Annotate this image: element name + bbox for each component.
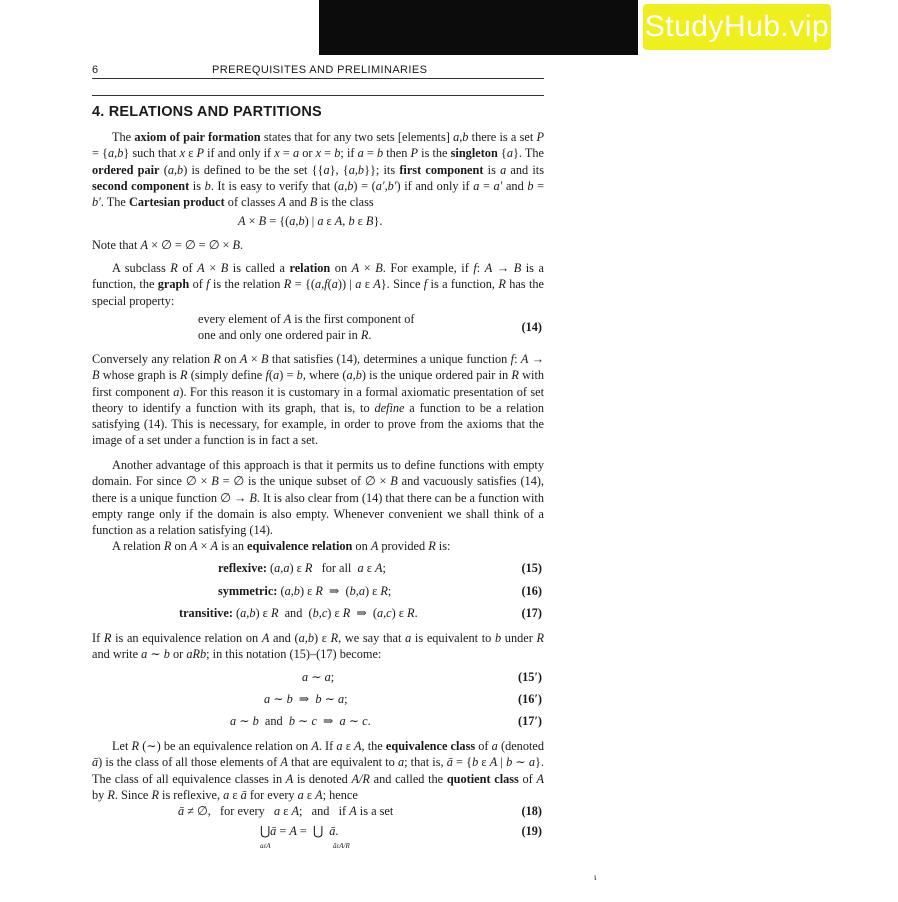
note-empty-product: Note that A × ∅ = ∅ = ∅ × B. — [92, 238, 244, 252]
equation-cartesian-product: A × B = {(a,b) | a ε A, b ε B}. — [238, 214, 383, 228]
equation-15: reflexive: (a,a) ε R for all a ε A; (15) — [218, 561, 542, 575]
paragraph-equivalence-relation: A relation R on A × A is an equivalence relation on A provided R is: — [112, 539, 451, 553]
paragraph-pair-formation: The axiom of pair formation states that for any two sets [elements] a,b there is a set P = {a,b} such that x ε P if and only if x = a or x = b; if a = b then P is the singleton {a}. The ordered pair (a,b) is defined to be the set {{a}, {a,b}}; its first component is a and its second component is b. It is easy to verify that (a,b) = (a′,b′) if and only if a = a′ and b = b′. The Cartesian product of classes A and B is the class — [92, 130, 545, 210]
studyhub-logo[interactable]: StudyHub.vip — [643, 4, 831, 50]
header-divider — [92, 95, 544, 96]
union-subscript-quotient: āεA/R — [333, 842, 350, 850]
banner-bullets — [847, 8, 898, 120]
section-title: 4. RELATIONS AND PARTITIONS — [92, 104, 322, 120]
paragraph-conversely: Conversely any relation R on A × B that satisfies (14), determines a unique function f: A → B whose graph is R (simply define f(a) = b, where (a,b) is the unique ordered pair in R with first component a). For this reason it is customary in a formal axiomatic presentation of set theory to identify a function with its graph, that is, to define a function to be a relation satisfying (14). This is necessary, for example, in order to prove from the axioms that the image of a set under a function is in fact a set. — [92, 352, 545, 448]
page-header — [92, 63, 544, 79]
equation-15-prime: a ∼ a; (15′) — [302, 670, 542, 684]
paragraph-empty-domain: Another advantage of this approach is that it permits us to define functions with empty domain. For since ∅ × B = ∅ is the unique subset of ∅ × B and vacuously satisfies (14), there is a unique function ∅ → B. It is also clear from (14) that there can be a function with empty range only if the domain is also empty. Whenever convenient we shall think of a function as a relation satisfying (14). — [92, 458, 545, 538]
equation-16: symmetric: (a,b) ε R ⇒ (b,a) ε R; (16) — [218, 584, 542, 598]
union-subscript-a: aεA — [260, 842, 271, 850]
running-head: PREREQUISITES AND PRELIMINARIES — [212, 64, 428, 76]
equation-18: ā ≠ ∅, for every a ε A; and if A is a set (18) — [178, 804, 542, 818]
paragraph-relation: A subclass R of A × B is called a relation on A × B. For example, if f: A → B is a function, the graph of f is the relation R = {(a,f(a)) | a ε A}. Since f is a function, R has the special property: — [92, 261, 544, 308]
equation-19: ⋃ā = A = ⋃ ā. aεA āεA/R (19) — [260, 824, 542, 850]
bullet-experienced: ☆ Experienced writers — [847, 10, 898, 48]
page-number: 6 — [92, 64, 99, 76]
paragraph-notation: If R is an equivalence relation on A and (a,b) ε R, we say that a is equivalent to b under R and write a ∼ b or aRb; in this notation (15)–(17) become: — [92, 631, 545, 662]
page-mark: ι — [594, 872, 597, 882]
property-14: every element of A is the first component of one and only one ordered pair in R. (14) — [198, 312, 542, 342]
equation-16-prime: a ∼ b ⇒ b ∼ a; (16′) — [264, 692, 542, 706]
bullet-plagiarism: ☑ 100% plagiarism free — [847, 80, 890, 118]
equation-17: transitive: (a,b) ε R and (b,c) ε R ⇒ (a,c) ε R. (17) — [179, 606, 542, 620]
paragraph-equivalence-class: Let R (∼) be an equivalence relation on A. If a ε A, the equivalence class of a (denoted ā) is the class of all those elements of A that are equivalent to a; that is, ā = {b ε A | b ∼ a}. The class of all equivalence classes in A is denoted A/R and called the quotient class of A by R. Since R is reflexive, a ε ā for every a ε A; hence — [92, 739, 544, 802]
bullet-ontime: ⊙ On-time delivery — [847, 52, 889, 76]
equation-17-prime: a ∼ b and b ∼ c ⇒ a ∼ c. (17′) — [230, 714, 542, 728]
